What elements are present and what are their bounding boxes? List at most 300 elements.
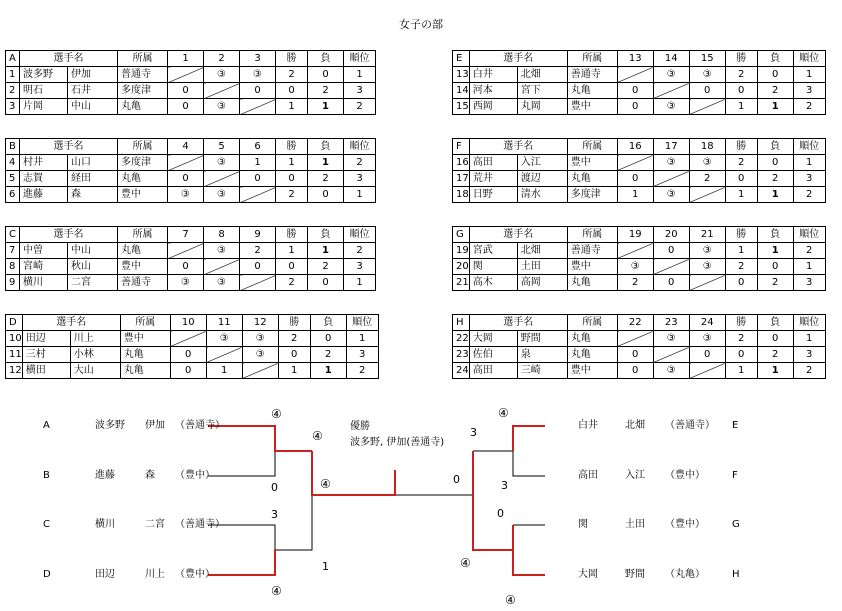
player-team: 多度津 [118, 155, 168, 171]
player-no: 23 [453, 347, 470, 363]
win-count: 0 [725, 83, 757, 99]
header-rank: 順位 [793, 139, 825, 155]
rank: 2 [344, 155, 376, 171]
pool-id: B [6, 139, 20, 155]
header-team: 所属 [567, 139, 617, 155]
header-team: 所属 [120, 315, 170, 331]
result-cell: ③ [168, 275, 204, 291]
header-opponent-no: 10 [170, 315, 206, 331]
loss-count: 1 [757, 99, 793, 115]
bracket-player-last: 進藤 [95, 470, 115, 481]
header-name: 選手名 [20, 227, 118, 243]
result-cell: 0 [617, 99, 653, 115]
result-cell: ③ [204, 275, 240, 291]
win-count: 2 [725, 259, 757, 275]
player-last-name: 波多野 [20, 67, 68, 83]
loss-count: 2 [310, 347, 346, 363]
loss-count: 2 [757, 171, 793, 187]
result-cell: ③ [653, 155, 689, 171]
rank: 1 [344, 275, 376, 291]
player-last-name: 中曽 [20, 243, 68, 259]
player-no: 22 [453, 331, 470, 347]
result-cell: 0 [240, 259, 276, 275]
win-count: 1 [276, 155, 308, 171]
header-name: 選手名 [469, 51, 567, 67]
header-opponent-no: 4 [168, 139, 204, 155]
header-loss: 負 [757, 51, 793, 67]
header-opponent-no: 24 [689, 315, 725, 331]
player-last-name: 高田 [469, 155, 517, 171]
result-cell: 0 [689, 83, 725, 99]
rank: 1 [793, 67, 825, 83]
loss-count: 0 [308, 187, 344, 203]
win-count: 0 [725, 347, 757, 363]
result-cell: 0 [617, 83, 653, 99]
result-cell: ③ [204, 243, 240, 259]
header-opponent-no: 18 [689, 139, 725, 155]
header-opponent-no: 13 [617, 51, 653, 67]
loss-count: 1 [308, 155, 344, 171]
rank: 3 [793, 347, 825, 363]
bracket-player-first: 森 [145, 470, 155, 481]
win-count: 2 [725, 67, 757, 83]
player-first-name: 山口 [68, 155, 118, 171]
loss-count: 0 [310, 331, 346, 347]
win-count: 0 [276, 83, 308, 99]
header-loss: 負 [308, 227, 344, 243]
score-ef-bottom: 3 [501, 479, 508, 492]
bracket-player-last: 関 [578, 519, 588, 530]
player-last-name: 荒井 [469, 171, 517, 187]
player-first-name: 高岡 [517, 275, 567, 291]
header-opponent-no: 12 [242, 315, 278, 331]
player-no: 11 [6, 347, 23, 363]
header-opponent-no: 11 [206, 315, 242, 331]
header-loss: 負 [310, 315, 346, 331]
player-team: 丸亀 [567, 171, 617, 187]
win-count: 1 [278, 363, 310, 379]
player-team: 豊中 [567, 259, 617, 275]
player-team: 豊中 [118, 259, 168, 275]
rank: 3 [793, 275, 825, 291]
bracket-player-first: 伊加 [145, 420, 165, 431]
win-count: 2 [278, 331, 310, 347]
player-first-name: 入江 [517, 155, 567, 171]
win-count: 2 [276, 275, 308, 291]
rank: 2 [793, 243, 825, 259]
score-left-final-bottom: 1 [322, 560, 329, 573]
player-last-name: 片岡 [20, 99, 68, 115]
score-ef-top: ④ [498, 406, 509, 420]
player-team: 丸亀 [567, 331, 617, 347]
rank: 1 [344, 67, 376, 83]
result-cell: ③ [689, 331, 725, 347]
player-team: 善通寺 [567, 67, 617, 83]
result-cell: ③ [242, 347, 278, 363]
header-opponent-no: 14 [653, 51, 689, 67]
header-name: 選手名 [20, 51, 118, 67]
header-opponent-no: 23 [653, 315, 689, 331]
bracket-player-first: 野間 [625, 569, 645, 580]
bracket-player-first: 北畑 [625, 420, 645, 431]
header-win: 勝 [725, 51, 757, 67]
bracket-player-last: 高田 [578, 470, 598, 481]
player-no: 24 [453, 363, 470, 379]
player-first-name: 土田 [517, 259, 567, 275]
win-count: 2 [276, 187, 308, 203]
loss-count: 1 [757, 243, 793, 259]
result-cell: ③ [242, 331, 278, 347]
bracket-player-team: （善通寺） [175, 519, 225, 530]
win-count: 2 [725, 155, 757, 171]
header-opponent-no: 8 [204, 227, 240, 243]
player-team: 豊中 [567, 363, 617, 379]
loss-count: 1 [310, 363, 346, 379]
header-team: 所属 [118, 227, 168, 243]
player-first-name: 渡辺 [517, 171, 567, 187]
player-team: 丸亀 [120, 347, 170, 363]
player-first-name: 宮下 [517, 83, 567, 99]
header-win: 勝 [725, 315, 757, 331]
page-title: 女子の部 [399, 18, 443, 31]
player-team: 丸亀 [567, 347, 617, 363]
player-team: 丸亀 [118, 243, 168, 259]
header-opponent-no: 21 [689, 227, 725, 243]
result-cell: 0 [168, 99, 204, 115]
bracket-player-first: 土田 [625, 519, 645, 530]
player-last-name: 関 [469, 259, 517, 275]
rank: 2 [346, 363, 378, 379]
header-win: 勝 [725, 139, 757, 155]
player-team: 丸亀 [567, 275, 617, 291]
header-opponent-no: 1 [168, 51, 204, 67]
header-loss: 負 [757, 139, 793, 155]
player-no: 7 [6, 243, 20, 259]
header-name: 選手名 [469, 139, 567, 155]
rank: 2 [344, 243, 376, 259]
rank: 3 [344, 171, 376, 187]
header-team: 所属 [118, 139, 168, 155]
header-team: 所属 [567, 315, 617, 331]
score-cd-top: 3 [271, 508, 278, 521]
score-ab-top: ④ [271, 407, 282, 421]
bracket-group-label: G [732, 519, 740, 530]
header-opponent-no: 7 [168, 227, 204, 243]
bracket-group-label: B [43, 470, 50, 481]
loss-count: 2 [757, 275, 793, 291]
loss-count: 0 [757, 331, 793, 347]
result-cell: ③ [206, 331, 242, 347]
result-cell: 0 [240, 83, 276, 99]
player-last-name: 進藤 [20, 187, 68, 203]
loss-count: 2 [308, 259, 344, 275]
win-count: 0 [725, 275, 757, 291]
player-team: 丸亀 [567, 83, 617, 99]
player-no: 5 [6, 171, 20, 187]
player-no: 12 [6, 363, 23, 379]
loss-count: 2 [308, 171, 344, 187]
header-rank: 順位 [793, 51, 825, 67]
player-no: 6 [6, 187, 20, 203]
player-last-name: 大岡 [469, 331, 517, 347]
rank: 1 [344, 187, 376, 203]
rank: 2 [793, 187, 825, 203]
header-name: 選手名 [469, 227, 567, 243]
player-last-name: 横田 [22, 363, 70, 379]
loss-count: 1 [308, 99, 344, 115]
header-team: 所属 [567, 51, 617, 67]
result-cell: 1 [206, 363, 242, 379]
header-opponent-no: 2 [204, 51, 240, 67]
player-last-name: 村井 [20, 155, 68, 171]
rank: 3 [344, 259, 376, 275]
header-name: 選手名 [20, 139, 118, 155]
player-last-name: 河本 [469, 83, 517, 99]
loss-count: 2 [757, 347, 793, 363]
result-cell: 0 [170, 363, 206, 379]
player-no: 14 [453, 83, 470, 99]
header-win: 勝 [276, 51, 308, 67]
player-team: 善通寺 [118, 275, 168, 291]
player-team: 丸亀 [120, 363, 170, 379]
rank: 2 [344, 99, 376, 115]
header-opponent-no: 15 [689, 51, 725, 67]
win-count: 0 [276, 259, 308, 275]
rank: 2 [793, 363, 825, 379]
player-team: 善通寺 [567, 243, 617, 259]
player-no: 21 [453, 275, 470, 291]
result-cell: ③ [617, 259, 653, 275]
bracket-group-label: A [43, 420, 50, 431]
result-cell: ③ [689, 155, 725, 171]
loss-count: 1 [757, 187, 793, 203]
result-cell: 2 [689, 171, 725, 187]
player-no: 4 [6, 155, 20, 171]
result-cell: ③ [653, 331, 689, 347]
player-team: 丸亀 [118, 99, 168, 115]
header-opponent-no: 22 [617, 315, 653, 331]
player-no: 13 [453, 67, 470, 83]
player-first-name: 川上 [70, 331, 120, 347]
result-cell: 0 [168, 171, 204, 187]
pool-id: E [453, 51, 470, 67]
bracket-group-label: D [43, 569, 51, 580]
rank: 3 [793, 171, 825, 187]
bracket-player-last: 白井 [578, 420, 598, 431]
win-count: 1 [725, 363, 757, 379]
result-cell: ③ [653, 187, 689, 203]
player-first-name: 丸岡 [517, 99, 567, 115]
player-no: 20 [453, 259, 470, 275]
player-first-name: 中山 [68, 99, 118, 115]
score-right-final-bottom: ④ [460, 556, 471, 570]
header-rank: 順位 [344, 51, 376, 67]
score-gh-bottom: ④ [505, 593, 516, 607]
result-cell: 0 [617, 171, 653, 187]
result-cell: ③ [653, 99, 689, 115]
player-first-name: 森 [68, 187, 118, 203]
player-last-name: 三村 [22, 347, 70, 363]
loss-count: 0 [757, 67, 793, 83]
header-opponent-no: 19 [617, 227, 653, 243]
player-no: 8 [6, 259, 20, 275]
bracket-player-first: 川上 [145, 569, 165, 580]
score-final-left: ④ [320, 477, 331, 491]
score-cd-bottom: ④ [271, 584, 282, 598]
score-ab-bottom: 0 [271, 481, 278, 494]
player-no: 3 [6, 99, 20, 115]
bracket-player-team: （豊中） [665, 519, 705, 530]
header-win: 勝 [276, 139, 308, 155]
result-cell: ③ [689, 243, 725, 259]
loss-count: 0 [308, 275, 344, 291]
loss-count: 0 [757, 259, 793, 275]
champion-label: 優勝 [350, 421, 370, 432]
bracket-player-last: 田辺 [95, 569, 115, 580]
header-rank: 順位 [344, 139, 376, 155]
header-name: 選手名 [469, 315, 567, 331]
player-first-name: 北畑 [517, 243, 567, 259]
player-team: 豊中 [567, 99, 617, 115]
bracket-win-right-final [473, 451, 513, 550]
player-last-name: 白井 [469, 67, 517, 83]
result-cell: ③ [204, 99, 240, 115]
rank: 1 [793, 259, 825, 275]
header-loss: 負 [308, 51, 344, 67]
rank: 2 [793, 99, 825, 115]
player-no: 19 [453, 243, 470, 259]
player-team: 豊中 [567, 155, 617, 171]
bracket-line-b [208, 451, 275, 476]
result-cell: 0 [689, 347, 725, 363]
header-win: 勝 [276, 227, 308, 243]
result-cell: ③ [689, 67, 725, 83]
player-last-name: 宮崎 [20, 259, 68, 275]
pool-id: C [6, 227, 20, 243]
header-opponent-no: 6 [240, 139, 276, 155]
header-win: 勝 [278, 315, 310, 331]
player-last-name: 明石 [20, 83, 68, 99]
header-opponent-no: 17 [653, 139, 689, 155]
player-no: 9 [6, 275, 20, 291]
header-rank: 順位 [793, 315, 825, 331]
result-cell: 0 [240, 171, 276, 187]
player-team: 多度津 [118, 83, 168, 99]
loss-count: 2 [308, 83, 344, 99]
bracket-group-label: E [732, 420, 739, 431]
result-cell: 0 [170, 347, 206, 363]
player-team: 普通寺 [118, 67, 168, 83]
result-cell: 1 [617, 187, 653, 203]
player-no: 18 [453, 187, 470, 203]
loss-count: 0 [308, 67, 344, 83]
player-last-name: 佐伯 [469, 347, 517, 363]
header-name: 選手名 [22, 315, 120, 331]
player-no: 17 [453, 171, 470, 187]
win-count: 0 [276, 171, 308, 187]
header-team: 所属 [567, 227, 617, 243]
bracket-line-f [473, 451, 545, 476]
player-last-name: 西岡 [469, 99, 517, 115]
player-team: 豊中 [118, 187, 168, 203]
result-cell: ③ [653, 363, 689, 379]
bracket-player-team: （豊中） [175, 569, 215, 580]
win-count: 0 [278, 347, 310, 363]
result-cell: 0 [653, 243, 689, 259]
header-opponent-no: 3 [240, 51, 276, 67]
player-first-name: 伊加 [68, 67, 118, 83]
bracket-player-last: 波多野 [95, 420, 125, 431]
header-opponent-no: 5 [204, 139, 240, 155]
rank: 1 [346, 331, 378, 347]
score-gh-top: 0 [497, 507, 504, 520]
bracket-player-team: （善通寺） [175, 420, 225, 431]
player-first-name: 経田 [68, 171, 118, 187]
player-last-name: 志賀 [20, 171, 68, 187]
header-team: 所属 [118, 51, 168, 67]
pool-id: G [453, 227, 470, 243]
win-count: 1 [276, 243, 308, 259]
bracket-player-last: 大岡 [578, 569, 598, 580]
result-cell: ③ [240, 67, 276, 83]
header-opponent-no: 9 [240, 227, 276, 243]
result-cell: 0 [653, 275, 689, 291]
player-no: 16 [453, 155, 470, 171]
result-cell: 0 [168, 83, 204, 99]
loss-count: 1 [757, 363, 793, 379]
win-count: 0 [725, 171, 757, 187]
player-first-name: 泉 [517, 347, 567, 363]
player-last-name: 日野 [469, 187, 517, 203]
win-count: 2 [276, 67, 308, 83]
result-cell: ③ [653, 67, 689, 83]
player-first-name: 秋山 [68, 259, 118, 275]
result-cell: 0 [617, 347, 653, 363]
header-rank: 順位 [344, 227, 376, 243]
player-no: 1 [6, 67, 20, 83]
player-last-name: 高木 [469, 275, 517, 291]
pool-id: D [6, 315, 23, 331]
player-last-name: 田辺 [22, 331, 70, 347]
pool-id: F [453, 139, 470, 155]
bracket-group-label: C [43, 519, 50, 530]
header-win: 勝 [725, 227, 757, 243]
score-right-final-top: 3 [470, 426, 477, 439]
result-cell: 2 [617, 275, 653, 291]
player-first-name: 大山 [70, 363, 120, 379]
rank: 1 [793, 331, 825, 347]
loss-count: 0 [757, 155, 793, 171]
bracket-player-team: （善通寺） [665, 420, 715, 431]
rank: 1 [793, 155, 825, 171]
rank: 3 [793, 83, 825, 99]
score-final-right: 0 [453, 473, 460, 486]
score-left-final-top: ④ [312, 429, 323, 443]
bracket-group-label: H [732, 569, 740, 580]
result-cell: ③ [689, 259, 725, 275]
result-cell: ③ [204, 187, 240, 203]
bracket-win-h [513, 525, 545, 575]
player-no: 10 [6, 331, 23, 347]
header-loss: 負 [308, 139, 344, 155]
player-no: 2 [6, 83, 20, 99]
bracket-player-first: 二宮 [145, 519, 165, 530]
win-count: 1 [725, 243, 757, 259]
loss-count: 2 [757, 83, 793, 99]
player-team: 多度津 [567, 187, 617, 203]
result-cell: 2 [240, 243, 276, 259]
bracket-player-team: （丸亀） [665, 569, 705, 580]
